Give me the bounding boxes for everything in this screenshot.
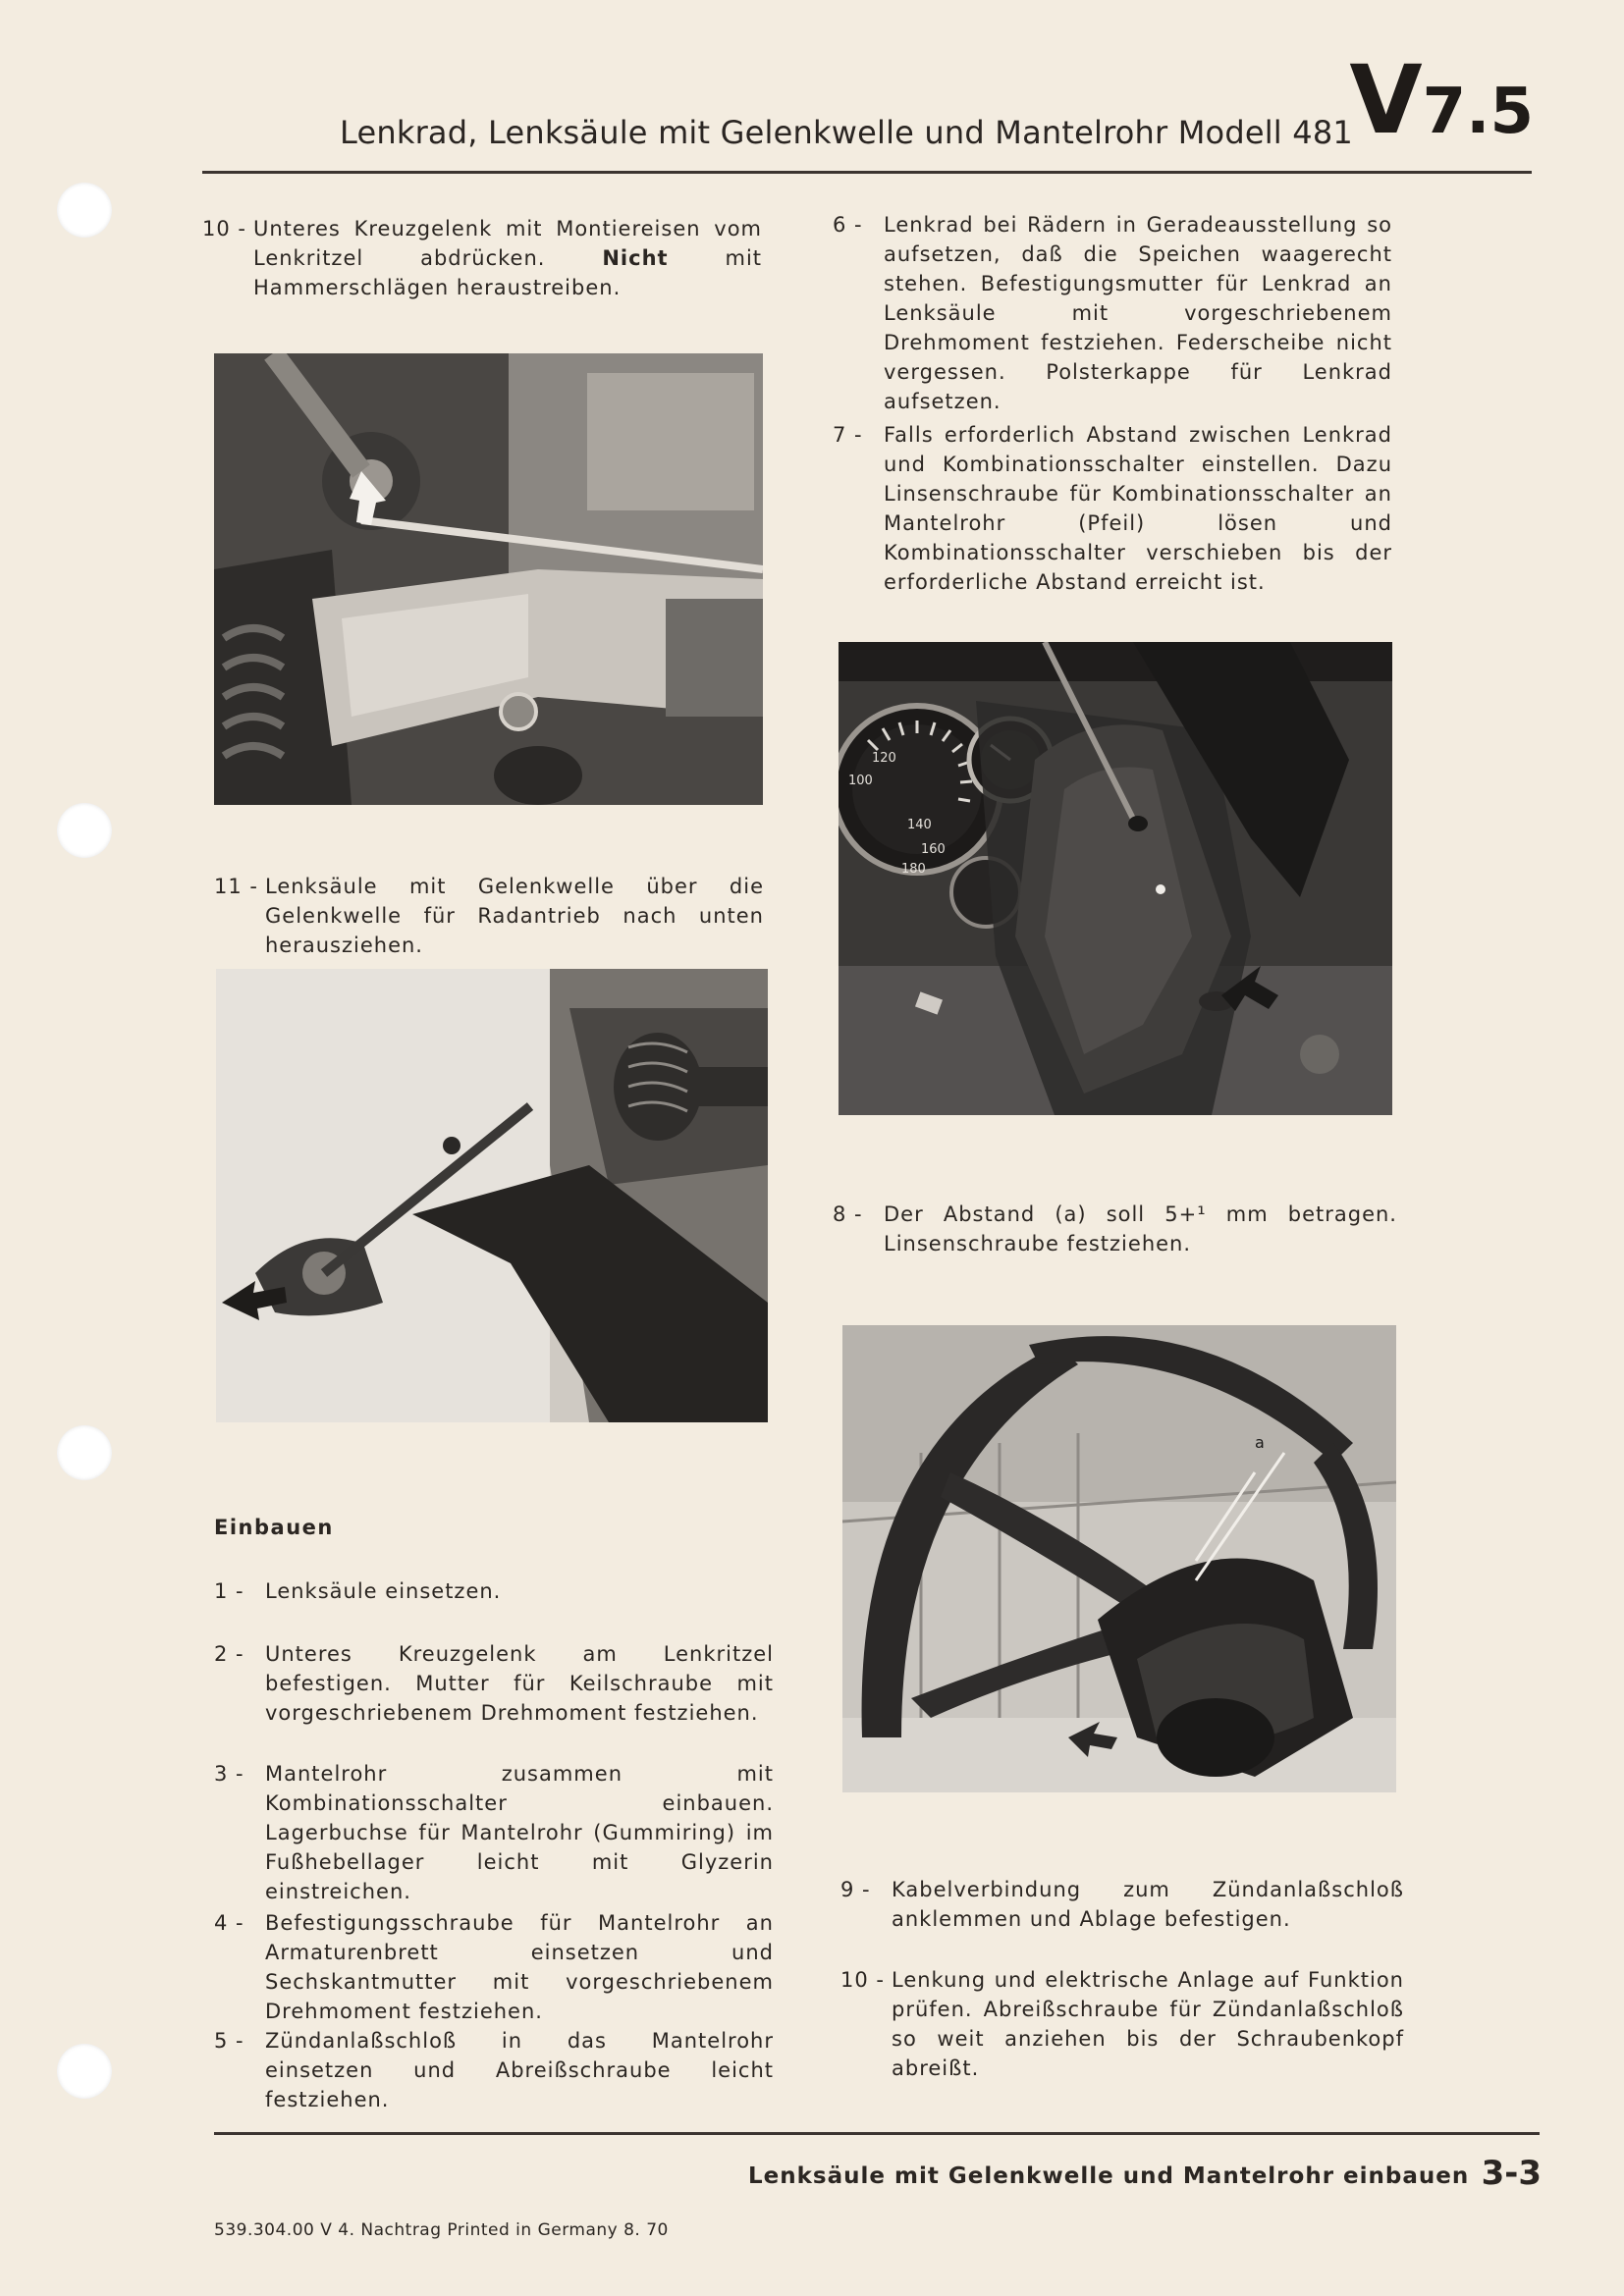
header-rule xyxy=(202,171,1532,174)
punch-hole xyxy=(57,2044,112,2099)
photo-steering-column-removal-image xyxy=(216,969,768,1422)
step-text-part: mit Hammerschlägen heraustreiben. xyxy=(253,246,763,299)
step-number: 1 - xyxy=(214,1579,244,1603)
step-number: 10 - xyxy=(840,1968,885,1992)
gauge-tick-label: 120 xyxy=(872,751,896,766)
install-step-8 xyxy=(833,1200,1397,1258)
photo-combination-switch-image xyxy=(839,642,1392,1115)
install-step-9 xyxy=(840,1875,1404,1934)
step-text: Lenkung und elektrische Anlage auf Funktion prüfen. Abreißschraube für Zündanlaßschloß so weit anziehen bis der Schraubenkopf abreißt. xyxy=(892,1968,1404,2080)
step-number: 6 - xyxy=(833,213,863,237)
gauge-tick-label: 180 xyxy=(901,862,926,877)
gauge-tick-label: 100 xyxy=(848,774,873,788)
photo-universal-joint-image xyxy=(214,353,763,805)
install-step-1 xyxy=(214,1576,774,1606)
punch-hole xyxy=(57,183,112,238)
step-number: 5 - xyxy=(214,2029,244,2053)
step-text: Unteres Kreuzgelenk am Lenkritzel befestigen. Mutter für Keilschraube mit vorgeschriebenem Drehmoment festziehen. xyxy=(265,1642,774,1725)
photo-universal-joint xyxy=(214,353,763,805)
step-text: Lenkrad bei Rädern in Geradeausstellung so aufsetzen, daß die Speichen waagerecht stehen. Befestigungsmutter für Lenkrad an Lenksäule mit vorgeschriebenem Drehmoment festziehen. Federscheibe nicht vergessen. Polsterkappe für Lenkrad aufsetzen. xyxy=(884,213,1392,413)
step-text: Kabelverbindung zum Zündanlaßschloß anklemmen und Ablage befestigen. xyxy=(892,1878,1404,1931)
page-number: 3-3 xyxy=(1481,2154,1542,2193)
step-text: Zündanlaßschloß in das Mantelrohr einsetzen und Abreißschraube leicht festziehen. xyxy=(265,2029,774,2111)
page-title: Lenkrad, Lenksäule mit Gelenkwelle und Mantelrohr Modell 481 xyxy=(340,114,1353,151)
step-text: Der Abstand (a) soll 5+¹ mm betragen. Linsenschraube festziehen. xyxy=(884,1202,1397,1255)
print-info: 539.304.00 V 4. Nachtrag Printed in Germany 8. 70 xyxy=(214,2220,669,2240)
step-number: 7 - xyxy=(833,423,863,447)
punch-hole xyxy=(57,803,112,858)
step-text xyxy=(253,214,762,302)
step-number: 4 - xyxy=(214,1911,244,1935)
step-number: 2 - xyxy=(214,1642,244,1666)
step-text: Lenksäule mit Gelenkwelle über die Gelenkwelle für Radantrieb nach unten herausziehen. xyxy=(265,875,764,957)
install-step-3 xyxy=(214,1759,774,1906)
install-step-6 xyxy=(833,210,1392,416)
photo-steering-column-removal xyxy=(216,969,768,1422)
install-step-7 xyxy=(833,420,1392,597)
photo-steering-wheel-distance-image xyxy=(842,1325,1396,1792)
step-number: 8 - xyxy=(833,1202,863,1226)
step-text-emphasis: Nicht xyxy=(602,246,669,270)
install-step-5 xyxy=(214,2026,774,2114)
section-code xyxy=(1349,45,1534,155)
gauge-tick-label: 140 xyxy=(907,818,932,832)
step-number: 9 - xyxy=(840,1878,871,1901)
step-text: Befestigungsschraube für Mantelrohr an Armaturenbrett einsetzen und Sechskantmutter mit vorgeschriebenem Drehmoment festziehen. xyxy=(265,1911,774,2023)
step-text: Lenksäule einsetzen. xyxy=(265,1579,502,1603)
install-step-4 xyxy=(214,1908,774,2026)
photo-steering-wheel-distance xyxy=(842,1325,1396,1792)
distance-label: a xyxy=(1255,1433,1265,1452)
footer-title: Lenksäule mit Gelenkwelle und Mantelrohr einbauen xyxy=(748,2163,1470,2189)
install-step-2 xyxy=(214,1639,774,1728)
footer-rule xyxy=(214,2132,1540,2135)
punch-hole xyxy=(57,1425,112,1480)
section-code-number: 7.5 xyxy=(1422,76,1534,148)
photo-combination-switch xyxy=(839,642,1392,1115)
install-step-10 xyxy=(840,1965,1404,2083)
step-number: 10 - xyxy=(202,217,246,240)
step-11-remove xyxy=(214,872,764,960)
section-heading-install: Einbauen xyxy=(214,1516,334,1539)
step-10-remove xyxy=(202,214,762,302)
step-text-part: Unteres Kreuzgelenk mit Montiereisen vom Lenkritzel abdrücken. xyxy=(253,217,762,270)
step-number: 11 - xyxy=(214,875,258,898)
step-number: 3 - xyxy=(214,1762,244,1786)
section-code-letter: V xyxy=(1349,45,1423,155)
step-text: Mantelrohr zusammen mit Kombinationsschalter einbauen. Lagerbuchse für Mantelrohr (Gummiring) im Fußhebellager leicht mit Glyzerin einstreichen. xyxy=(265,1762,774,1903)
gauge-tick-label: 160 xyxy=(921,842,946,857)
step-text: Falls erforderlich Abstand zwischen Lenkrad und Kombinationsschalter einstellen. Dazu Linsenschraube für Kombinationsschalter an Mantelrohr (Pfeil) lösen und Kombinationsschalter verschieben bis der erforderliche Abstand erreicht ist. xyxy=(884,423,1392,594)
